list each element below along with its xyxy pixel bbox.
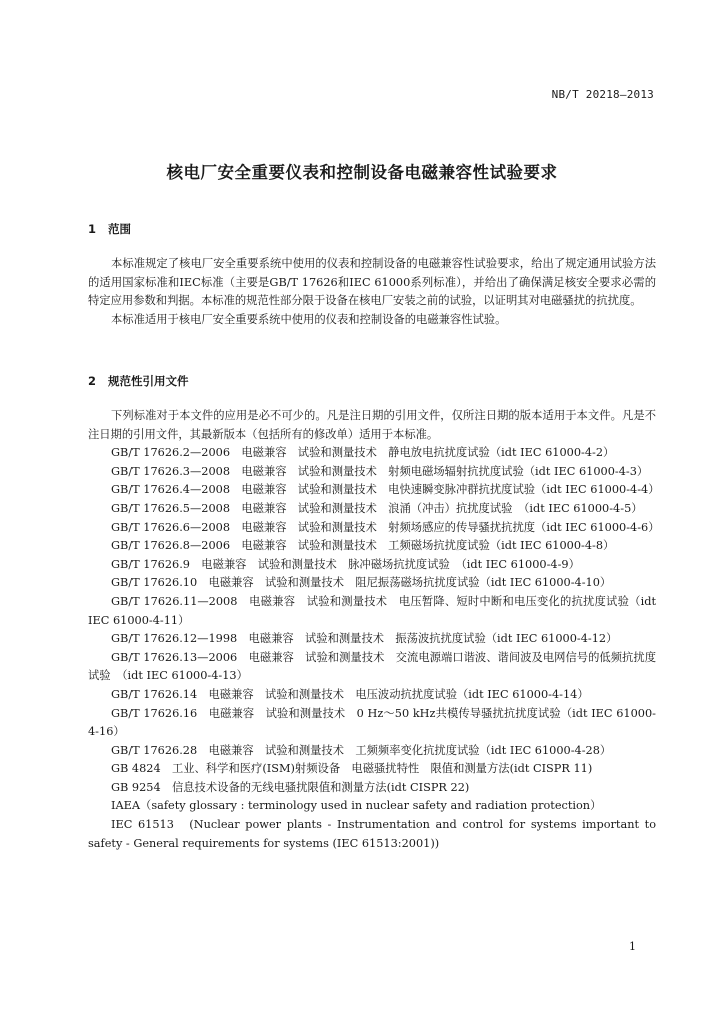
document-title: 核电厂安全重要仪表和控制设备电磁兼容性试验要求 <box>166 163 558 182</box>
page-number: 1 <box>629 940 636 953</box>
reference-item: GB/T 17626.11—2008 电磁兼容 试验和测量技术 电压暂降、短时中断和电压变化的抗扰度试验（idt IEC 61000-4-11） <box>88 594 656 627</box>
reference-item: GB/T 17626.2—2006 电磁兼容 试验和测量技术 静电放电抗扰度试验（idt IEC 61000-4-2） <box>111 446 615 460</box>
reference-item: GB/T 17626.6—2008 电磁兼容 试验和测量技术 射频场感应的传导骚扰抗扰度（idt IEC 61000-4-6） <box>111 520 660 534</box>
scope-paragraph-1: 本标准规定了核电厂安全重要系统中使用的仪表和控制设备的电磁兼容性试验要求，给出了规定通用试验方法的适用国家标准和IEC标准（主要是GB/T 17626和IEC 61000系列标准），并给出了确保满足核安全要求必需的特定应用参数和判据。本标准的规范性部分限于设备在核电厂安装之前的试验，以证明其对电磁骚扰的抗扰度。 <box>88 257 656 308</box>
reference-item: GB/T 17626.9 电磁兼容 试验和测量技术 脉冲磁场抗扰度试验 （idt IEC 61000-4-9） <box>111 557 580 571</box>
reference-item: GB/T 17626.5—2008 电磁兼容 试验和测量技术 浪涌（冲击）抗扰度试验 （idt IEC 61000-4-5） <box>111 501 643 515</box>
section-2-heading <box>88 373 189 389</box>
section-1-heading <box>88 221 131 237</box>
reference-item: GB/T 17626.3—2008 电磁兼容 试验和测量技术 射频电磁场辐射抗扰度试验（idt IEC 61000-4-3） <box>111 464 649 478</box>
reference-item: IEC 61513 (Nuclear power plants - Instrumentation and control for systems important to safety - General requirements for systems (IEC 61513:2001)) <box>88 818 656 850</box>
reference-item: GB 4824 工业、科学和医疗(ISM)射频设备 电磁骚扰特性 限值和测量方法(idt CISPR 11) <box>111 762 593 776</box>
section-2-body <box>88 407 660 853</box>
standard-code: NB/T 20218—2013 <box>551 88 654 101</box>
reference-item: GB/T 17626.14 电磁兼容 试验和测量技术 电压波动抗扰度试验（idt IEC 61000-4-14） <box>111 687 589 701</box>
section-2-number: 2 <box>88 374 97 388</box>
normative-references-intro: 下列标准对于本文件的应用是必不可少的。凡是注日期的引用文件，仅所注日期的版本适用于本文件。凡是不注日期的引用文件，其最新版本（包括所有的修改单）适用于本标准。 <box>88 409 656 441</box>
section-1-number: 1 <box>88 222 97 236</box>
section-2-title: 规范性引用文件 <box>108 374 189 388</box>
reference-item: GB/T 17626.13—2006 电磁兼容 试验和测量技术 交流电源端口谐波、谐间波及电网信号的低频抗扰度试验 （idt IEC 61000-4-13） <box>88 650 656 683</box>
reference-item: GB/T 17626.10 电磁兼容 试验和测量技术 阻尼振荡磁场抗扰度试验（idt IEC 61000-4-10） <box>111 576 612 590</box>
scope-paragraph-2: 本标准适用于核电厂安全重要系统中使用的仪表和控制设备的电磁兼容性试验。 <box>111 312 507 326</box>
section-1-title: 范围 <box>108 222 131 236</box>
reference-item: GB/T 17626.16 电磁兼容 试验和测量技术 0 Hz～50 kHz共模传导骚扰抗扰度试验（idt IEC 61000-4-16） <box>88 706 656 739</box>
reference-item: GB/T 17626.12—1998 电磁兼容 试验和测量技术 振荡波抗扰度试验（idt IEC 61000-4-12） <box>111 632 618 646</box>
reference-item: GB/T 17626.4—2008 电磁兼容 试验和测量技术 电快速瞬变脉冲群抗扰度试验（idt IEC 61000-4-4） <box>111 483 660 497</box>
section-1-body <box>88 255 656 329</box>
reference-item: IAEA（safety glossary : terminology used in nuclear safety and radiation protection） <box>111 799 602 813</box>
reference-item: GB/T 17626.8—2006 电磁兼容 试验和测量技术 工频磁场抗扰度试验（idt IEC 61000-4-8） <box>111 539 615 553</box>
reference-item: GB/T 17626.28 电磁兼容 试验和测量技术 工频频率变化抗扰度试验（idt IEC 61000-4-28） <box>111 743 612 757</box>
reference-item: GB 9254 信息技术设备的无线电骚扰限值和测量方法(idt CISPR 22) <box>111 780 470 794</box>
